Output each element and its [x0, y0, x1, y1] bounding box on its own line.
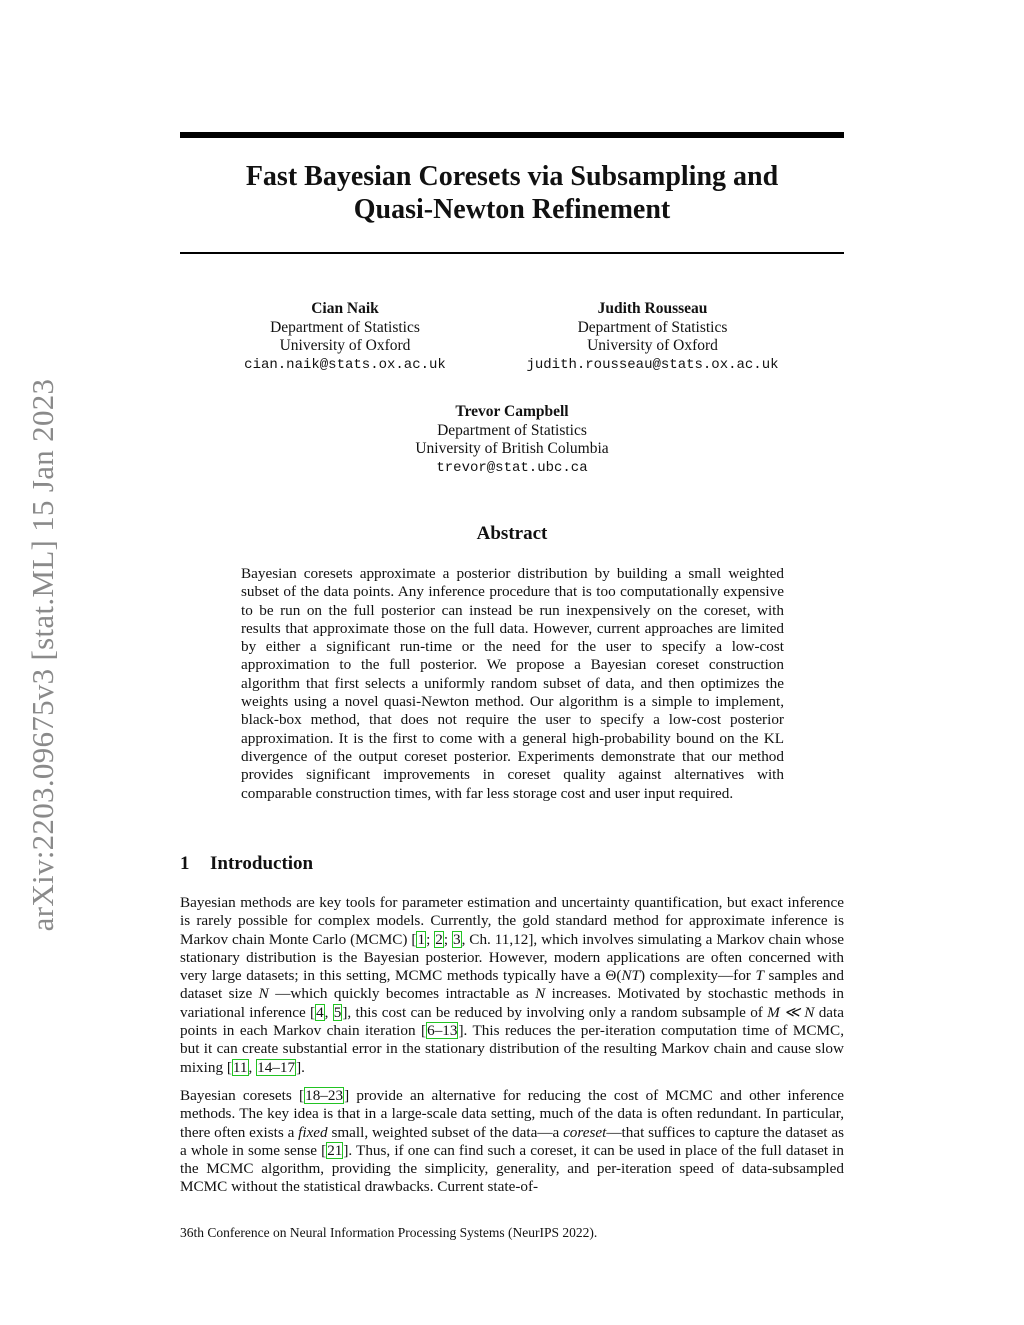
text-run: ] provide an alternative for reducing the cost of MCMC and other inference methods. The key idea is that in a large-scale data setting, much of the data is often redundant. In particular, there often exists a — [180, 1087, 844, 1141]
author-email: cian.naik@stats.ox.ac.uk — [244, 356, 446, 373]
abstract-text: Bayesian coresets approximate a posterior distribution by building a small weighted subset of the data points. Any inference procedure that is too computationally expensive to be run on the full posterior can instead be run inexpensively on the coreset, with results that approximate those on the full data. However, current approaches are limited by either a significant run-time or the need for the user to specify a low-cost approximation to the full posterior. We propose a Bayesian coreset construction algorithm that first selects a uniformly random subset of data, and then optimizes the weights using a novel quasi-Newton method. Our algorithm is a simple to implement, black-box method, that does not require the user to specify a low-cost posterior approximation. It is the first to come with a general high-probability bound on the KL divergence of the output coreset posterior. Experiments demonstrate that our method provides significant improvements in coreset quality against alternatives with comparable construction times, with far less storage cost and user input required. — [241, 565, 784, 802]
text-run: , — [324, 1003, 333, 1021]
citation-link[interactable]: 5 — [333, 1003, 342, 1021]
author-department: Department of Statistics — [577, 318, 728, 336]
author-department: Department of Statistics — [270, 318, 420, 336]
author-email: judith.rousseau@stats.ox.ac.uk — [526, 356, 779, 373]
citation-link[interactable]: 21 — [327, 1141, 343, 1159]
arxiv-identifier — [25, 350, 60, 960]
citation-link[interactable]: 4 — [316, 1003, 324, 1021]
emphasis: fixed — [298, 1123, 328, 1141]
text-run: ) complexity—for — [639, 967, 756, 985]
citation-link[interactable]: 2 — [435, 930, 443, 948]
text-run: ]. This reduces the per-iteration computation time of MCMC, but it can create substantial error in the stationary distribution of the resulting Markov chain and cause slow mixing [ — [180, 1022, 844, 1076]
paper-title — [180, 160, 844, 226]
author-name: Judith Rousseau — [597, 300, 708, 317]
text-run: data points in each Markov chain iteration [ — [180, 1003, 845, 1040]
conference-footnote: 36th Conference on Neural Information Processing Systems (NeurIPS 2022). — [180, 1225, 598, 1240]
text-run: small, weighted subset of the data—a — [327, 1123, 564, 1141]
text-run: increases. Motivated by stochastic methods in variational inference [ — [180, 985, 845, 1021]
text-run: , — [248, 1058, 257, 1076]
math-symbol: N — [258, 985, 269, 1003]
section-number: 1 — [180, 853, 190, 874]
arxiv-identifier-text: arXiv:2203.09675v3 [stat.ML] 15 Jan 2023 — [25, 378, 60, 932]
author-email: trevor@stat.ubc.ca — [436, 459, 588, 476]
math-symbol: NT — [621, 967, 640, 985]
body-paragraph — [180, 894, 844, 1077]
text-run: samples and dataset size — [180, 967, 844, 1003]
text-run: —that suffices to capture the dataset as a whole in some sense [ — [180, 1123, 844, 1159]
author-name: Cian Naik — [311, 300, 379, 317]
text-run: ; — [443, 930, 452, 948]
citation-link[interactable]: 11 — [232, 1058, 248, 1076]
text-run: Bayesian coresets [ — [180, 1087, 305, 1104]
math-symbol: N — [535, 985, 546, 1003]
math-symbol: M ≪ N — [767, 1003, 815, 1021]
citation-link[interactable]: 14–17 — [257, 1058, 296, 1076]
body-paragraph — [180, 1087, 844, 1197]
title-line-1: Fast Bayesian Coresets via Subsampling and — [245, 161, 779, 192]
text-run: —which quickly becomes intractable as — [268, 985, 536, 1003]
text-run: , Ch. 11,12], which involves simulating a Markov chain whose stationary distribution is the Bayesian posterior. However, modern applications are often concerned with very large datasets; in this setting, MCMC methods typically have a Θ( — [180, 930, 844, 985]
text-run: Bayesian methods are key tools for parameter estimation and uncertainty quantification, but exact inference is rarely possible for complex models. Currently, the gold standard method for approximate inference is Markov chain Monte Carlo (MCMC) [ — [180, 894, 844, 948]
author-department: Department of Statistics — [437, 421, 587, 439]
text-run: ], this cost can be reduced by involving only a random subsample of — [342, 1003, 768, 1021]
author-name: Trevor Campbell — [455, 403, 569, 420]
citation-link[interactable]: 6–13 — [427, 1022, 458, 1040]
section-title: Introduction — [210, 853, 314, 874]
author-university: University of British Columbia — [415, 440, 609, 457]
author-university: University of Oxford — [587, 337, 718, 354]
text-run: ; — [426, 930, 435, 948]
author-university: University of Oxford — [279, 337, 411, 354]
author-block — [230, 300, 460, 374]
title-line-2: Quasi-Newton Refinement — [353, 194, 671, 225]
citation-link[interactable]: 1 — [417, 930, 426, 948]
title-top-rule — [180, 132, 844, 138]
citation-link[interactable]: 3 — [452, 930, 461, 948]
abstract-heading: Abstract — [476, 523, 548, 544]
emphasis: coreset — [563, 1123, 607, 1141]
title-bottom-rule — [180, 252, 844, 254]
math-symbol: T — [755, 967, 764, 985]
author-block — [500, 300, 805, 374]
section-heading — [180, 853, 313, 875]
text-run: ]. — [296, 1058, 305, 1076]
author-block — [382, 403, 642, 477]
text-run: ]. Thus, if one can find such a coreset, it can be used in place of the full dataset in the MCMC algorithm, providing the simplicity, generality, and per-iteration speed of data-subsampled MCMC without the statistical drawbacks. Current state-of- — [180, 1141, 844, 1196]
citation-link[interactable]: 18–23 — [305, 1087, 344, 1104]
